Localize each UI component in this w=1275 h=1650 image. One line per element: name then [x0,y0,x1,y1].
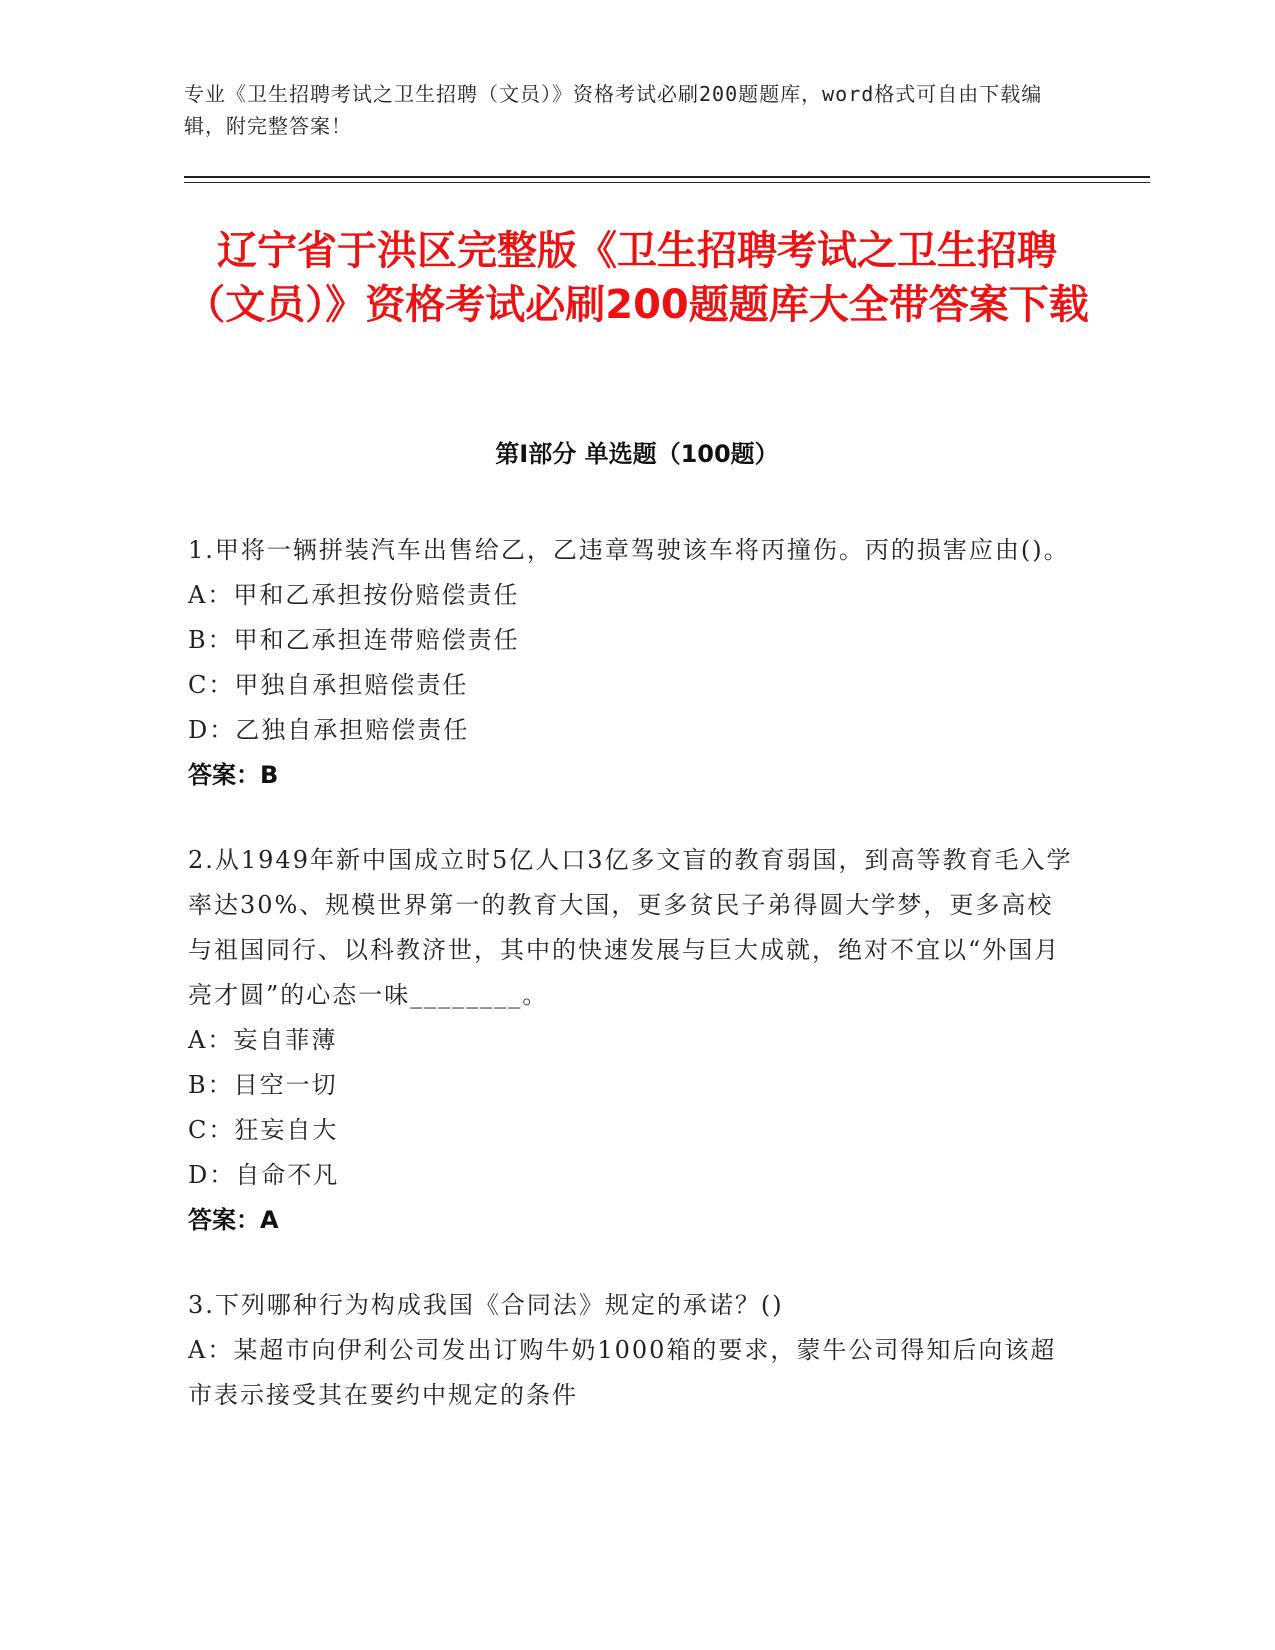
option-d: D：乙独自承担赔偿责任 [188,716,470,744]
question-1 [188,528,1078,798]
option-b: B：甲和乙承担连带赔偿责任 [188,626,520,654]
answer: 答案：A [188,1206,279,1234]
option-a: A：妄自菲薄 [188,1026,338,1054]
option-b: B：目空一切 [188,1071,338,1099]
header-divider-thick [184,176,1150,178]
question-stem: 1.甲将一辆拼装汽车出售给乙，乙违章驾驶该车将丙撞伤。丙的损害应由()。 [188,536,1070,564]
question-stem: 2.从1949年新中国成立时5亿人口3亿多文盲的教育弱国，到高等教育毛入学率达30%、规模世界第一的教育大国，更多贫民子弟得圆大学梦，更多高校与祖国同行、以科教济世，其中的快速发展与巨大成就，绝对不宜以“外国月亮才圆”的心态一味________。 [188,846,1073,1009]
answer: 答案：B [188,761,279,789]
option-c: C：狂妄自大 [188,1116,339,1144]
option-a: A：某超市向伊利公司发出订购牛奶1000箱的要求，蒙牛公司得知后向该超市表示接受其在要约中规定的条件 [188,1336,1057,1409]
option-c: C：甲独自承担赔偿责任 [188,671,469,699]
question-list [188,528,1078,1418]
question-stem: 3.下列哪种行为构成我国《合同法》规定的承诺？() [188,1291,784,1319]
option-d: D：自命不凡 [188,1161,340,1189]
section-heading: 第Ⅰ部分 单选题（100题） [495,440,779,468]
option-a: A：甲和乙承担按份赔偿责任 [188,581,520,609]
document-title: 辽宁省于洪区完整版《卫生招聘考试之卫生招聘（文员）》资格考试必刷200题题库大全带答案下载 [185,228,1089,328]
header-note: 专业《卫生招聘考试之卫生招聘（文员）》资格考试必刷200题题库，word格式可自由下载编辑，附完整答案！ [184,82,1043,138]
question-3 [188,1283,1078,1418]
header-divider-thin [184,182,1150,183]
question-spacer [188,798,1078,838]
question-2 [188,838,1078,1243]
question-spacer [188,1243,1078,1283]
